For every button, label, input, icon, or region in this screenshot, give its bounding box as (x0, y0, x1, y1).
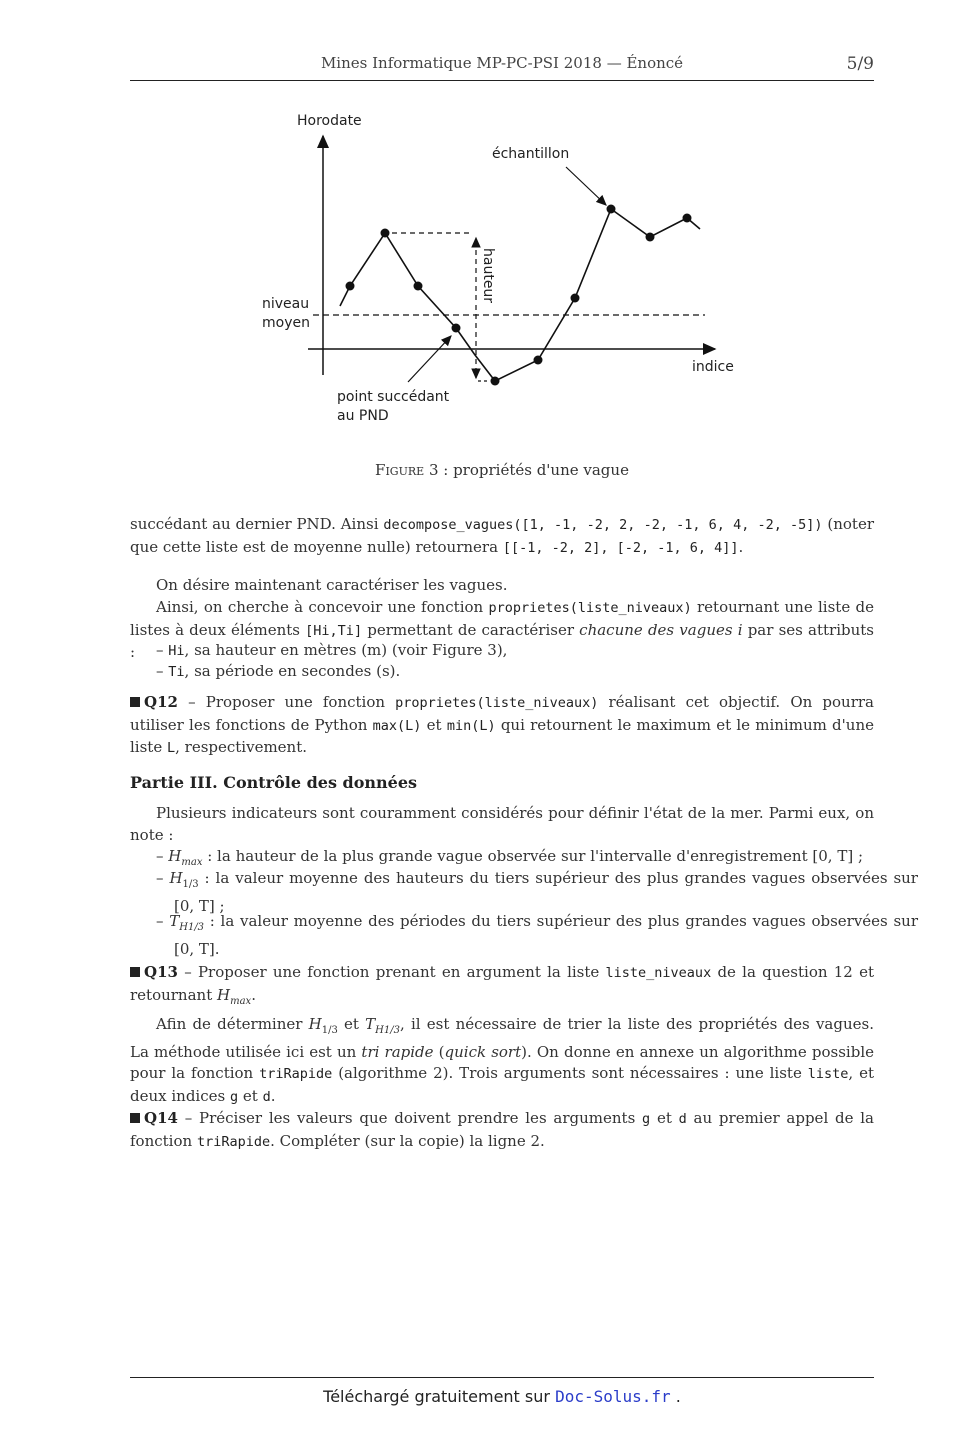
doc-solus-link[interactable]: Doc-Solus.fr (555, 1387, 671, 1406)
sample-points (346, 205, 692, 386)
paragraph-decompose: succédant au dernier PND. Ainsi decompose_vagues([1, -1, -2, 2, -2, -1, 6, 4, -2, -5]) (noter que cette liste est de moyenne nulle) retournera [[-1, -2, 2], [-2, -1, 6, 4]]. (130, 515, 874, 556)
height-label: hauteur (480, 248, 496, 304)
question-14: Q14 – Préciser les valeurs que doivent prendre les arguments g et d au premier appel de la fonction triRapide. Compléter (sur la copie) la ligne 2. (130, 1109, 874, 1150)
sample-arrow (566, 167, 606, 205)
sample-point (381, 229, 390, 238)
section-heading: Partie III. Contrôle des données (130, 773, 418, 792)
paragraph-trirapide: Afin de déterminer $H_{1/3}$ et $T_{H1/3}$, il est nécessaire de trier la liste des propriétés des vagues. La méthode utilisée ici est un tri rapide (quick sort). On donne en annexe un algorithme possible pour la fonction triRapide (algorithme 2). Trois arguments sont nécessaires : une liste liste, et deux indices g et d. (130, 1015, 875, 1105)
question-13: Q13 – Proposer une fonction prenant en argument la liste liste_niveaux de la question 12 et retournant $H_{max}$. (130, 963, 874, 1007)
paragraph-indicators: Plusieurs indicateurs sont couramment considérés pour définir l'état de la mer. Parmi eux, on note : (130, 804, 874, 844)
figure-caption: Figure 3 : propriétés d'une vague (375, 461, 629, 479)
paragraph-proprietes: Ainsi, on cherche à concevoir une fonction proprietes(liste_niveaux) retournant une liste de listes à deux éléments [Hi,Ti] permettant de caractériser chacune des vagues i par ses attributs : (130, 598, 874, 661)
pnd-arrow (408, 336, 451, 382)
sample-point (683, 214, 692, 223)
pnd-label-1: point succédant (337, 389, 450, 405)
x-axis-label: indice (692, 359, 734, 375)
sample-point (414, 282, 423, 291)
list-item: – $T_{H1/3}$ : la valeur moyenne des périodes du tiers supérieur des plus grandes vagues observées sur [0, T]. (156, 912, 918, 958)
page-header (130, 54, 874, 81)
sample-point (491, 377, 500, 386)
sample-point (346, 282, 355, 291)
header-title: Mines Informatique MP-PC-PSI 2018 — Énoncé (320, 54, 684, 72)
question-12: Q12 – Proposer une fonction proprietes(liste_niveaux) réalisant cet objectif. On pourra utiliser les fonctions de Python max(L) et min(L) qui retournent le maximum et le minimum d'une liste L, respectivement. (130, 693, 874, 756)
list-item: – Ti, sa période en secondes (s). (156, 662, 401, 680)
sample-point (452, 324, 461, 333)
page-number: 5/9 (846, 54, 874, 74)
mean-level-label-2: moyen (262, 315, 310, 331)
sample-point (646, 233, 655, 242)
paragraph-characterize: On désire maintenant caractériser les vagues. (156, 576, 508, 594)
y-axis-label: Horodate (297, 113, 362, 129)
pnd-label-2: au PND (337, 408, 389, 424)
list-item: – $H_{max}$ : la hauteur de la plus grande vague observée sur l'intervalle d'enregistrement [0, T] ; (156, 847, 863, 868)
sample-point (534, 356, 543, 365)
mean-level-label-1: niveau (262, 296, 310, 312)
sample-label: échantillon (492, 146, 570, 162)
list-item: – $H_{1/3}$ : la valeur moyenne des hauteurs du tiers supérieur des plus grandes vagues observées sur [0, T] ; (156, 869, 918, 915)
page-footer: Téléchargé gratuitement sur Doc-Solus.fr . (323, 1387, 681, 1406)
list-item: – Hi, sa hauteur en mètres (m) (voir Figure 3), (156, 641, 508, 659)
wave-line (340, 209, 700, 381)
checkbox-icon (130, 697, 140, 707)
sample-point (571, 294, 580, 303)
sample-point (607, 205, 616, 214)
footer-divider (130, 1377, 874, 1378)
checkbox-icon (130, 1113, 140, 1123)
checkbox-icon (130, 967, 140, 977)
wave-properties-figure (250, 105, 750, 435)
